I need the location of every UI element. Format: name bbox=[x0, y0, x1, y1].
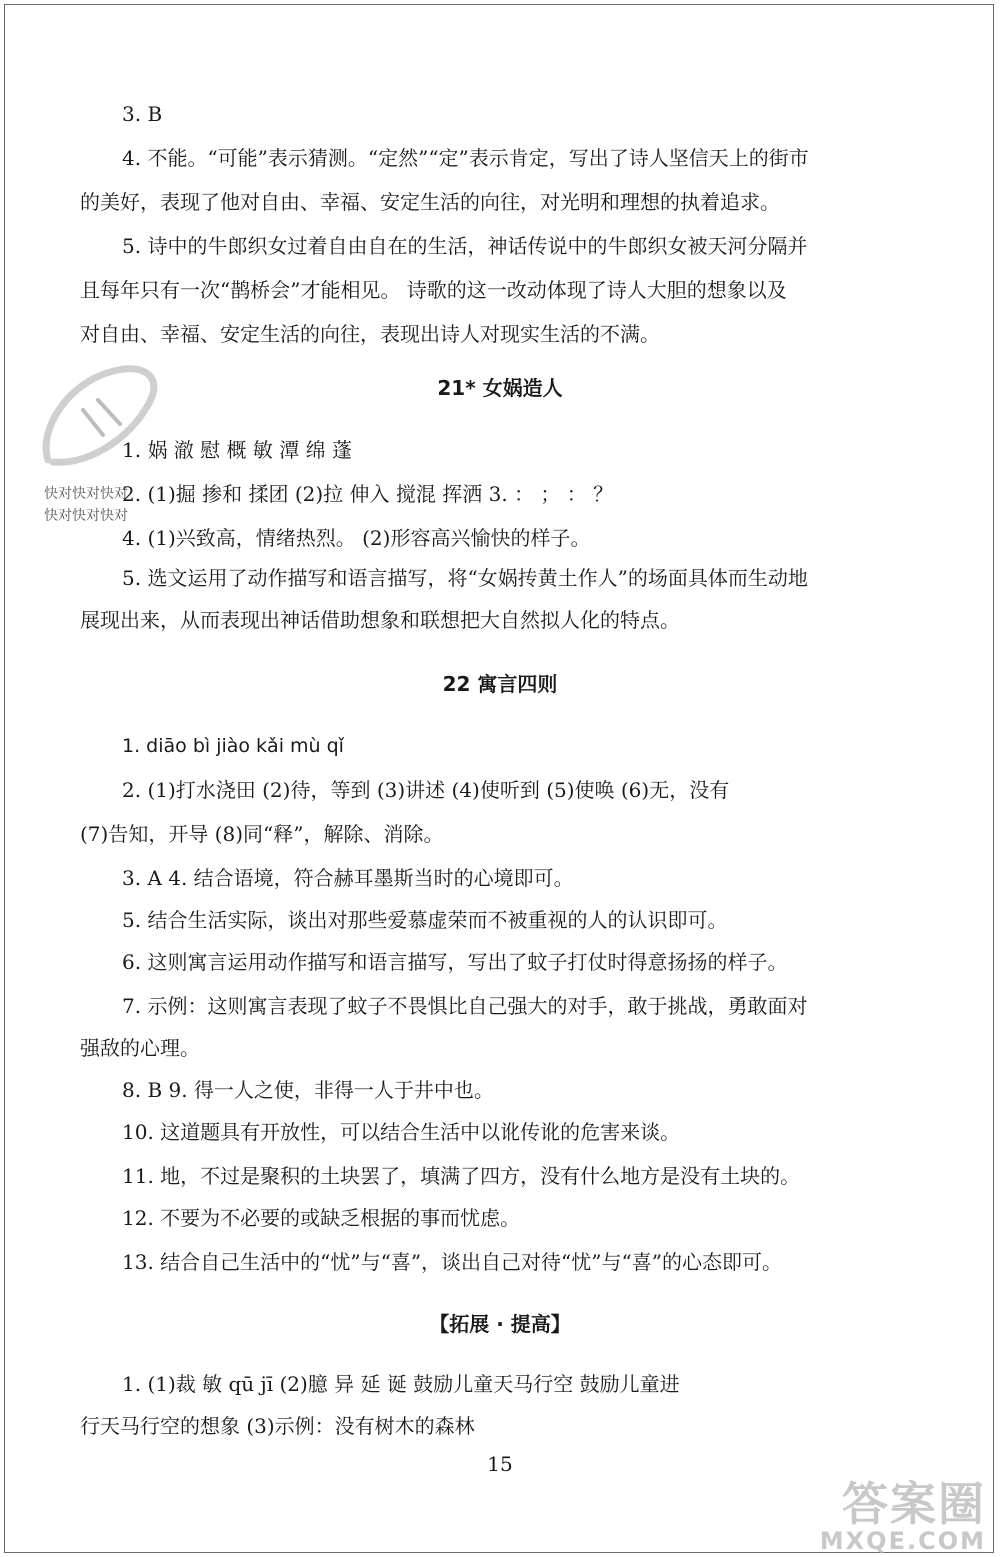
answer-line: 3. B bbox=[122, 102, 163, 126]
section-22-heading: 22 寓言四则 bbox=[442, 672, 558, 696]
answer-line: 6. 这则寓言运用动作描写和语言描写，写出了蚊子打仗时得意扬扬的样子。 bbox=[122, 950, 788, 974]
answer-line: 的美好，表现了他对自由、幸福、安定生活的向往，对光明和理想的执着追求。 bbox=[80, 190, 780, 214]
pinyin-line: 1. diāo bì jiào kǎi mù qǐ bbox=[122, 735, 344, 757]
answer-line: 12. 不要为不必要的或缺乏根据的事而忧虑。 bbox=[122, 1206, 521, 1230]
answer-line: 且每年只有一次“鹊桥会”才能相见。 诗歌的这一改动体现了诗人大胆的想象以及 bbox=[80, 278, 787, 302]
answer-line: 4. (1)兴致高，情绪热烈。 (2)形容高兴愉快的样子。 bbox=[122, 526, 591, 550]
answer-line: 1. (1)裁 敏 qū jī (2)臆 异 延 诞 鼓励儿童天马行空 鼓励儿童进 bbox=[122, 1372, 680, 1396]
section-21-heading: 21* 女娲造人 bbox=[437, 376, 563, 400]
answer-line: 3. A 4. 结合语境，符合赫耳墨斯当时的心境即可。 bbox=[122, 866, 574, 890]
answer-line: 5. 诗中的牛郎织女过着自由自在的生活，神话传说中的牛郎织女被天河分隔并 bbox=[122, 234, 808, 258]
answer-line: 5. 选文运用了动作描写和语言描写，将“女娲抟黄土作人”的场面具体而生动地 bbox=[122, 566, 808, 590]
answer-line: 行天马行空的想象 (3)示例：没有树木的森林 bbox=[80, 1414, 475, 1438]
answer-line: 8. B 9. 得一人之使，非得一人于井中也。 bbox=[122, 1078, 494, 1102]
site-logo bbox=[819, 1477, 986, 1555]
answer-line: 对自由、幸福、安定生活的向往，表现出诗人对现实生活的不满。 bbox=[80, 322, 660, 346]
answer-line: 11. 地，不过是聚积的土块罢了，填满了四方，没有什么地方是没有土块的。 bbox=[122, 1164, 801, 1188]
watermark-text: 快对快对快对 bbox=[44, 508, 128, 524]
page-number: 15 bbox=[487, 1452, 513, 1476]
watermark-text: 快对快对快对 bbox=[44, 486, 128, 502]
answer-line: 强敌的心理。 bbox=[80, 1036, 200, 1060]
answer-line: 2. (1)打水浇田 (2)待，等到 (3)讲述 (4)使听到 (5)使唤 (6)无，没有 bbox=[122, 778, 730, 802]
answer-line: 1. 娲 澈 慰 概 敏 潭 绵 蓬 bbox=[122, 438, 352, 462]
answer-line: 7. 示例：这则寓言表现了蚊子不畏惧比自己强大的对手，敢于挑战，勇敢面对 bbox=[122, 994, 808, 1018]
extension-heading: 【拓展 · 提高】 bbox=[429, 1312, 571, 1336]
answer-line: 5. 结合生活实际，谈出对那些爱慕虚荣而不被重视的人的认识即可。 bbox=[122, 908, 728, 932]
answer-line: 10. 这道题具有开放性，可以结合生活中以讹传讹的危害来谈。 bbox=[122, 1120, 681, 1144]
answer-line: 4. 不能。“可能”表示猜测。“定然”“定”表示肯定，写出了诗人坚信天上的街市 bbox=[122, 146, 809, 170]
answer-line: 13. 结合自己生活中的“忧”与“喜”，谈出自己对待“忧”与“喜”的心态即可。 bbox=[122, 1250, 782, 1274]
logo-url: MXQE.COM bbox=[819, 1527, 986, 1555]
answer-line: 2. (1)掘 掺和 揉团 (2)拉 伸入 搅混 挥洒 3. ： ； ： ？ bbox=[122, 482, 614, 506]
logo-title: 答案圈 bbox=[842, 1477, 986, 1531]
answer-line: (7)告知，开导 (8)同“释”，解除、消除。 bbox=[80, 822, 444, 846]
answer-line: 展现出来，从而表现出神话借助想象和联想把大自然拟人化的特点。 bbox=[80, 608, 680, 632]
